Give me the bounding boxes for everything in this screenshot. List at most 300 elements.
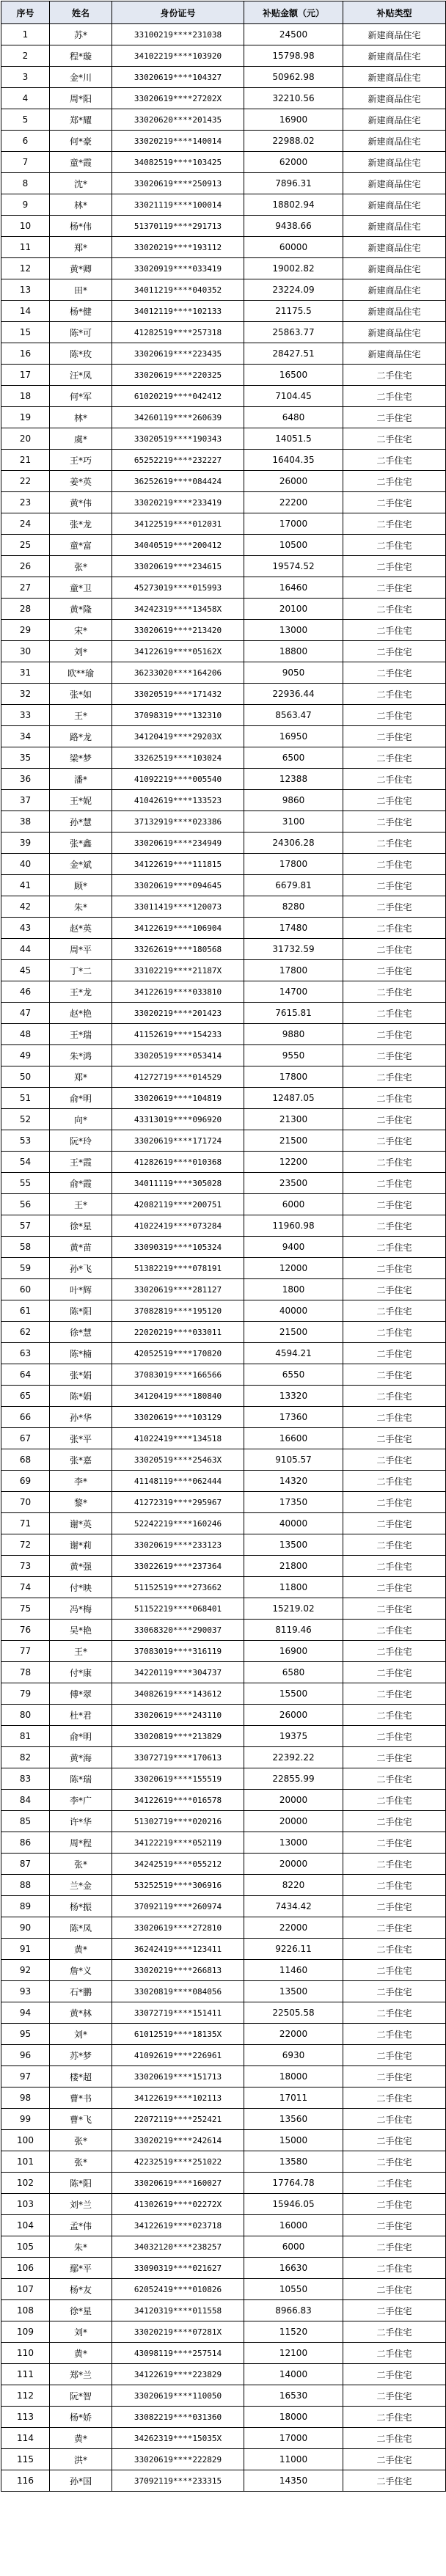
cell-subsidy-amount: 6480: [244, 407, 343, 428]
cell-subsidy-amount: 9050: [244, 662, 343, 684]
cell-id-number: 33020619****151713: [112, 2066, 244, 2087]
cell-subsidy-type: 二手住宅: [343, 2215, 446, 2236]
cell-subsidy-amount: 16900: [244, 1641, 343, 1662]
cell-subsidy-type: 新建商品住宅: [343, 173, 446, 194]
table-row: [1, 2151, 446, 2173]
cell-name: 何*军: [50, 386, 112, 407]
cell-id-number: 33020619****160027: [112, 2173, 244, 2194]
cell-id-number: 33020619****27202X: [112, 88, 244, 109]
table-row: [1, 279, 446, 301]
cell-index: 98: [1, 2087, 50, 2109]
cell-id-number: 33020219****193112: [112, 237, 244, 258]
cell-id-number: 33262519****103024: [112, 747, 244, 769]
table-row: [1, 662, 446, 684]
cell-id-number: 33020219****233419: [112, 492, 244, 513]
cell-index: 63: [1, 1343, 50, 1364]
cell-index: 13: [1, 279, 50, 301]
cell-name: 黄*苗: [50, 1237, 112, 1258]
cell-subsidy-amount: 7896.31: [244, 173, 343, 194]
table-row: [1, 216, 446, 237]
table-row: [1, 2024, 446, 2045]
table-row: [1, 1641, 446, 1662]
cell-id-number: 33020819****213829: [112, 1726, 244, 1747]
cell-name: 王*: [50, 1641, 112, 1662]
cell-id-number: 33022619****237364: [112, 1556, 244, 1577]
cell-subsidy-type: 新建商品住宅: [343, 343, 446, 365]
cell-subsidy-type: 二手住宅: [343, 918, 446, 939]
cell-id-number: 41022419****073284: [112, 1215, 244, 1237]
cell-subsidy-type: 二手住宅: [343, 1854, 446, 1875]
cell-name: 李*: [50, 1471, 112, 1492]
cell-subsidy-amount: 22505.58: [244, 2002, 343, 2024]
cell-name: 王*霞: [50, 1152, 112, 1173]
cell-index: 80: [1, 1705, 50, 1726]
cell-id-number: 34012119****102133: [112, 301, 244, 322]
cell-subsidy-amount: 4594.21: [244, 1343, 343, 1364]
header-subsidy-type: 补贴类型: [343, 1, 446, 24]
cell-id-number: 34122619****111815: [112, 854, 244, 875]
header-index: 序号: [1, 1, 50, 24]
cell-subsidy-amount: 11460: [244, 1960, 343, 1981]
cell-index: 38: [1, 811, 50, 833]
cell-name: 童*卫: [50, 577, 112, 599]
table-row: [1, 747, 446, 769]
table-row: [1, 1088, 446, 1109]
cell-index: 72: [1, 1534, 50, 1556]
table-header-row: [1, 1, 446, 24]
cell-subsidy-amount: 7615.81: [244, 1003, 343, 1024]
cell-index: 79: [1, 1683, 50, 1705]
cell-id-number: 33090319****021627: [112, 2258, 244, 2279]
cell-name: 王*: [50, 1194, 112, 1215]
cell-name: 阮*玲: [50, 1130, 112, 1152]
cell-subsidy-type: 二手住宅: [343, 1768, 446, 1790]
cell-index: 36: [1, 769, 50, 790]
cell-name: 刘*: [50, 641, 112, 662]
cell-index: 93: [1, 1981, 50, 2002]
cell-subsidy-type: 二手住宅: [343, 535, 446, 556]
cell-subsidy-type: 二手住宅: [343, 833, 446, 854]
cell-subsidy-amount: 6580: [244, 1662, 343, 1683]
cell-name: 阮*智: [50, 2385, 112, 2407]
cell-index: 100: [1, 2130, 50, 2151]
cell-subsidy-type: 二手住宅: [343, 875, 446, 896]
cell-index: 53: [1, 1130, 50, 1152]
cell-subsidy-type: 二手住宅: [343, 1279, 446, 1300]
cell-index: 27: [1, 577, 50, 599]
table-row: [1, 1300, 446, 1322]
cell-index: 24: [1, 513, 50, 535]
cell-index: 19: [1, 407, 50, 428]
cell-index: 9: [1, 194, 50, 216]
cell-id-number: 33020619****094645: [112, 875, 244, 896]
cell-index: 5: [1, 109, 50, 131]
cell-index: 62: [1, 1322, 50, 1343]
cell-name: 俞*明: [50, 1088, 112, 1109]
cell-subsidy-type: 二手住宅: [343, 811, 446, 833]
table-row: [1, 1981, 446, 2002]
cell-subsidy-type: 新建商品住宅: [343, 88, 446, 109]
cell-name: 陈*可: [50, 322, 112, 343]
cell-id-number: 51152219****068401: [112, 1598, 244, 1620]
cell-id-number: 33020619****234615: [112, 556, 244, 577]
cell-id-number: 51152519****273662: [112, 1577, 244, 1598]
cell-name: 冯*梅: [50, 1598, 112, 1620]
cell-name: 石*鹏: [50, 1981, 112, 2002]
cell-subsidy-type: 二手住宅: [343, 1024, 446, 1045]
cell-subsidy-type: 二手住宅: [343, 2087, 446, 2109]
cell-index: 23: [1, 492, 50, 513]
cell-subsidy-type: 二手住宅: [343, 896, 446, 918]
cell-subsidy-type: 二手住宅: [343, 1343, 446, 1364]
cell-subsidy-amount: 50962.98: [244, 67, 343, 88]
cell-id-number: 33020619****171724: [112, 1130, 244, 1152]
table-row: [1, 2407, 446, 2428]
table-row: [1, 2279, 446, 2300]
cell-id-number: 33020619****234949: [112, 833, 244, 854]
cell-subsidy-amount: 16500: [244, 365, 343, 386]
cell-name: 刘*兰: [50, 2194, 112, 2215]
cell-id-number: 33020619****213420: [112, 620, 244, 641]
cell-subsidy-amount: 19375: [244, 1726, 343, 1747]
cell-id-number: 33020219****201423: [112, 1003, 244, 1024]
cell-subsidy-amount: 13580: [244, 2151, 343, 2173]
cell-name: 路*龙: [50, 726, 112, 747]
cell-index: 40: [1, 854, 50, 875]
cell-name: 杨*振: [50, 1896, 112, 1917]
cell-subsidy-type: 二手住宅: [343, 2236, 446, 2258]
cell-subsidy-type: 二手住宅: [343, 1790, 446, 1811]
cell-name: 张*: [50, 1854, 112, 1875]
table-row: [1, 918, 446, 939]
cell-name: 黄*卿: [50, 258, 112, 279]
table-row: [1, 1811, 446, 1832]
table-row: [1, 790, 446, 811]
table-row: [1, 322, 446, 343]
cell-name: 徐*星: [50, 1215, 112, 1237]
cell-subsidy-type: 二手住宅: [343, 428, 446, 450]
cell-name: 陈*瑞: [50, 1768, 112, 1790]
cell-name: 汪*凤: [50, 365, 112, 386]
cell-subsidy-amount: 15798.98: [244, 45, 343, 67]
table-row: [1, 492, 446, 513]
cell-subsidy-amount: 9860: [244, 790, 343, 811]
cell-subsidy-type: 二手住宅: [343, 1194, 446, 1215]
table-row: [1, 1832, 446, 1854]
cell-subsidy-type: 二手住宅: [343, 790, 446, 811]
cell-subsidy-amount: 16460: [244, 577, 343, 599]
cell-name: 张*鑫: [50, 833, 112, 854]
cell-id-number: 51302719****020216: [112, 1811, 244, 1832]
cell-subsidy-type: 二手住宅: [343, 2109, 446, 2130]
cell-index: 86: [1, 1832, 50, 1854]
cell-subsidy-type: 二手住宅: [343, 981, 446, 1003]
cell-name: 刘*: [50, 2321, 112, 2343]
table-row: [1, 67, 446, 88]
cell-subsidy-type: 新建商品住宅: [343, 301, 446, 322]
cell-subsidy-amount: 6500: [244, 747, 343, 769]
cell-subsidy-type: 二手住宅: [343, 1173, 446, 1194]
table-row: [1, 343, 446, 365]
cell-name: 黄*: [50, 2343, 112, 2364]
cell-name: 郑*: [50, 1066, 112, 1088]
cell-name: 何*豪: [50, 131, 112, 152]
cell-subsidy-type: 二手住宅: [343, 1896, 446, 1917]
table-row: [1, 513, 446, 535]
cell-id-number: 33020619****222829: [112, 2449, 244, 2470]
cell-subsidy-amount: 28427.51: [244, 343, 343, 365]
cell-id-number: 36233020****164206: [112, 662, 244, 684]
cell-subsidy-amount: 60000: [244, 237, 343, 258]
cell-name: 程*璇: [50, 45, 112, 67]
cell-subsidy-amount: 9550: [244, 1045, 343, 1066]
cell-id-number: 34082519****103425: [112, 152, 244, 173]
cell-subsidy-type: 二手住宅: [343, 1705, 446, 1726]
cell-subsidy-type: 新建商品住宅: [343, 216, 446, 237]
table-row: [1, 2130, 446, 2151]
cell-subsidy-amount: 6000: [244, 1194, 343, 1215]
table-row: [1, 811, 446, 833]
header-name: 姓名: [50, 1, 112, 24]
cell-subsidy-type: 二手住宅: [343, 2173, 446, 2194]
cell-name: 黄*强: [50, 1556, 112, 1577]
cell-subsidy-amount: 9438.66: [244, 216, 343, 237]
cell-id-number: 41272319****295967: [112, 1492, 244, 1513]
cell-name: 王*巧: [50, 450, 112, 471]
cell-subsidy-amount: 17480: [244, 918, 343, 939]
cell-subsidy-type: 二手住宅: [343, 1300, 446, 1322]
cell-name: 顾*: [50, 875, 112, 896]
cell-subsidy-amount: 12487.05: [244, 1088, 343, 1109]
cell-subsidy-type: 二手住宅: [343, 2258, 446, 2279]
cell-index: 90: [1, 1917, 50, 1939]
cell-index: 29: [1, 620, 50, 641]
cell-subsidy-type: 二手住宅: [343, 747, 446, 769]
cell-id-number: 34242319****13458X: [112, 599, 244, 620]
cell-subsidy-amount: 15219.02: [244, 1598, 343, 1620]
cell-name: 周*平: [50, 939, 112, 960]
cell-id-number: 34011119****305028: [112, 1173, 244, 1194]
cell-subsidy-amount: 17000: [244, 513, 343, 535]
cell-index: 75: [1, 1598, 50, 1620]
cell-subsidy-amount: 6679.81: [244, 875, 343, 896]
table-row: [1, 2343, 446, 2364]
cell-id-number: 33020519****171432: [112, 684, 244, 705]
cell-subsidy-amount: 22200: [244, 492, 343, 513]
cell-name: 楼*超: [50, 2066, 112, 2087]
cell-name: 郑*: [50, 237, 112, 258]
cell-subsidy-amount: 8220: [244, 1875, 343, 1896]
cell-subsidy-amount: 23500: [244, 1173, 343, 1194]
cell-name: 陈*娟: [50, 1386, 112, 1407]
cell-name: 俞*霞: [50, 1173, 112, 1194]
cell-index: 45: [1, 960, 50, 981]
cell-id-number: 33020219****140014: [112, 131, 244, 152]
cell-name: 叶*辉: [50, 1279, 112, 1300]
cell-subsidy-amount: 18800: [244, 641, 343, 662]
cell-subsidy-type: 二手住宅: [343, 1364, 446, 1386]
cell-subsidy-type: 二手住宅: [343, 1215, 446, 1237]
cell-id-number: 33020619****272810: [112, 1917, 244, 1939]
table-row: [1, 2300, 446, 2321]
table-row: [1, 1960, 446, 1981]
table-row: [1, 407, 446, 428]
cell-name: 付*康: [50, 1662, 112, 1683]
cell-subsidy-type: 二手住宅: [343, 854, 446, 875]
cell-id-number: 33100219****231038: [112, 24, 244, 45]
cell-name: 梁*梦: [50, 747, 112, 769]
cell-name: 张*平: [50, 1428, 112, 1449]
cell-id-number: 41092619****226961: [112, 2045, 244, 2066]
table-row: [1, 1386, 446, 1407]
table-row: [1, 769, 446, 790]
cell-name: 陈*楠: [50, 1343, 112, 1364]
cell-index: 74: [1, 1577, 50, 1598]
cell-subsidy-type: 新建商品住宅: [343, 322, 446, 343]
cell-id-number: 33020619****220325: [112, 365, 244, 386]
cell-subsidy-amount: 13560: [244, 2109, 343, 2130]
cell-index: 73: [1, 1556, 50, 1577]
cell-subsidy-amount: 17350: [244, 1492, 343, 1513]
cell-id-number: 61020219****042412: [112, 386, 244, 407]
cell-name: 刘*: [50, 2024, 112, 2045]
cell-id-number: 41092219****005540: [112, 769, 244, 790]
cell-name: 杨*健: [50, 301, 112, 322]
cell-id-number: 22072119****252421: [112, 2109, 244, 2130]
table-row: [1, 1066, 446, 1088]
cell-subsidy-type: 二手住宅: [343, 2151, 446, 2173]
cell-name: 杜*君: [50, 1705, 112, 1726]
cell-subsidy-type: 二手住宅: [343, 2407, 446, 2428]
cell-name: 童*霞: [50, 152, 112, 173]
cell-subsidy-amount: 15000: [244, 2130, 343, 2151]
cell-index: 8: [1, 173, 50, 194]
cell-id-number: 33072719****151411: [112, 2002, 244, 2024]
cell-name: 徐*慧: [50, 1322, 112, 1343]
cell-id-number: 33102219****21187X: [112, 960, 244, 981]
cell-subsidy-amount: 9880: [244, 1024, 343, 1045]
cell-subsidy-amount: 22936.44: [244, 684, 343, 705]
cell-subsidy-type: 二手住宅: [343, 2300, 446, 2321]
table-row: [1, 599, 446, 620]
cell-index: 85: [1, 1811, 50, 1832]
table-row: [1, 1003, 446, 1024]
cell-index: 41: [1, 875, 50, 896]
cell-name: 朱*: [50, 896, 112, 918]
cell-subsidy-amount: 23224.09: [244, 279, 343, 301]
cell-id-number: 34220119****304737: [112, 1662, 244, 1683]
cell-id-number: 34122619****102113: [112, 2087, 244, 2109]
cell-subsidy-type: 二手住宅: [343, 2130, 446, 2151]
cell-subsidy-type: 二手住宅: [343, 1449, 446, 1471]
cell-name: 曹*书: [50, 2087, 112, 2109]
cell-subsidy-type: 二手住宅: [343, 2066, 446, 2087]
cell-subsidy-type: 二手住宅: [343, 1152, 446, 1173]
table-row: [1, 1513, 446, 1534]
cell-index: 71: [1, 1513, 50, 1534]
cell-subsidy-amount: 12200: [244, 1152, 343, 1173]
cell-name: 付*映: [50, 1577, 112, 1598]
cell-subsidy-type: 二手住宅: [343, 1960, 446, 1981]
cell-subsidy-type: 二手住宅: [343, 577, 446, 599]
cell-id-number: 33020519****190343: [112, 428, 244, 450]
cell-id-number: 41148119****062444: [112, 1471, 244, 1492]
cell-subsidy-amount: 16950: [244, 726, 343, 747]
table-row: [1, 1896, 446, 1917]
table-row: [1, 152, 446, 173]
cell-index: 84: [1, 1790, 50, 1811]
cell-id-number: 34122619****106904: [112, 918, 244, 939]
cell-subsidy-type: 二手住宅: [343, 2428, 446, 2449]
cell-name: 孙*国: [50, 2470, 112, 2492]
cell-subsidy-type: 二手住宅: [343, 1109, 446, 1130]
cell-index: 61: [1, 1300, 50, 1322]
cell-subsidy-type: 二手住宅: [343, 1003, 446, 1024]
cell-subsidy-amount: 9400: [244, 1237, 343, 1258]
cell-id-number: 34242519****055212: [112, 1854, 244, 1875]
table-row: [1, 1343, 446, 1364]
cell-subsidy-amount: 14700: [244, 981, 343, 1003]
cell-id-number: 41152619****154233: [112, 1024, 244, 1045]
cell-subsidy-type: 二手住宅: [343, 407, 446, 428]
cell-index: 108: [1, 2300, 50, 2321]
cell-id-number: 22020219****033011: [112, 1322, 244, 1343]
cell-index: 88: [1, 1875, 50, 1896]
table-row: [1, 2385, 446, 2407]
cell-subsidy-type: 二手住宅: [343, 1492, 446, 1513]
cell-subsidy-amount: 12100: [244, 2343, 343, 2364]
cell-index: 30: [1, 641, 50, 662]
cell-id-number: 33020219****07281X: [112, 2321, 244, 2343]
cell-id-number: 62052419****010826: [112, 2279, 244, 2300]
cell-id-number: 33262619****180568: [112, 939, 244, 960]
cell-subsidy-amount: 1800: [244, 1279, 343, 1300]
cell-subsidy-type: 二手住宅: [343, 769, 446, 790]
table-row: [1, 960, 446, 981]
cell-name: 谢*英: [50, 1513, 112, 1534]
cell-index: 12: [1, 258, 50, 279]
cell-index: 46: [1, 981, 50, 1003]
cell-subsidy-amount: 12000: [244, 1258, 343, 1279]
cell-name: 杨*友: [50, 2279, 112, 2300]
cell-index: 99: [1, 2109, 50, 2130]
cell-name: 黄*: [50, 1939, 112, 1960]
table-row: [1, 2258, 446, 2279]
cell-subsidy-amount: 17011: [244, 2087, 343, 2109]
subsidy-table: [1, 1, 446, 2492]
cell-subsidy-type: 二手住宅: [343, 2024, 446, 2045]
cell-id-number: 33020919****033419: [112, 258, 244, 279]
cell-subsidy-type: 二手住宅: [343, 2470, 446, 2492]
cell-id-number: 37098319****132310: [112, 705, 244, 726]
cell-name: 洪*: [50, 2449, 112, 2470]
cell-subsidy-amount: 13000: [244, 1832, 343, 1854]
cell-subsidy-amount: 8966.83: [244, 2300, 343, 2321]
table-row: [1, 535, 446, 556]
cell-index: 114: [1, 2428, 50, 2449]
cell-id-number: 45273019****015993: [112, 577, 244, 599]
table-row: [1, 1024, 446, 1045]
cell-subsidy-type: 新建商品住宅: [343, 152, 446, 173]
cell-subsidy-amount: 9226.11: [244, 1939, 343, 1960]
cell-name: 田*: [50, 279, 112, 301]
table-row: [1, 620, 446, 641]
cell-index: 89: [1, 1896, 50, 1917]
cell-name: 张*: [50, 2151, 112, 2173]
cell-index: 77: [1, 1641, 50, 1662]
cell-subsidy-type: 二手住宅: [343, 1513, 446, 1534]
cell-index: 35: [1, 747, 50, 769]
